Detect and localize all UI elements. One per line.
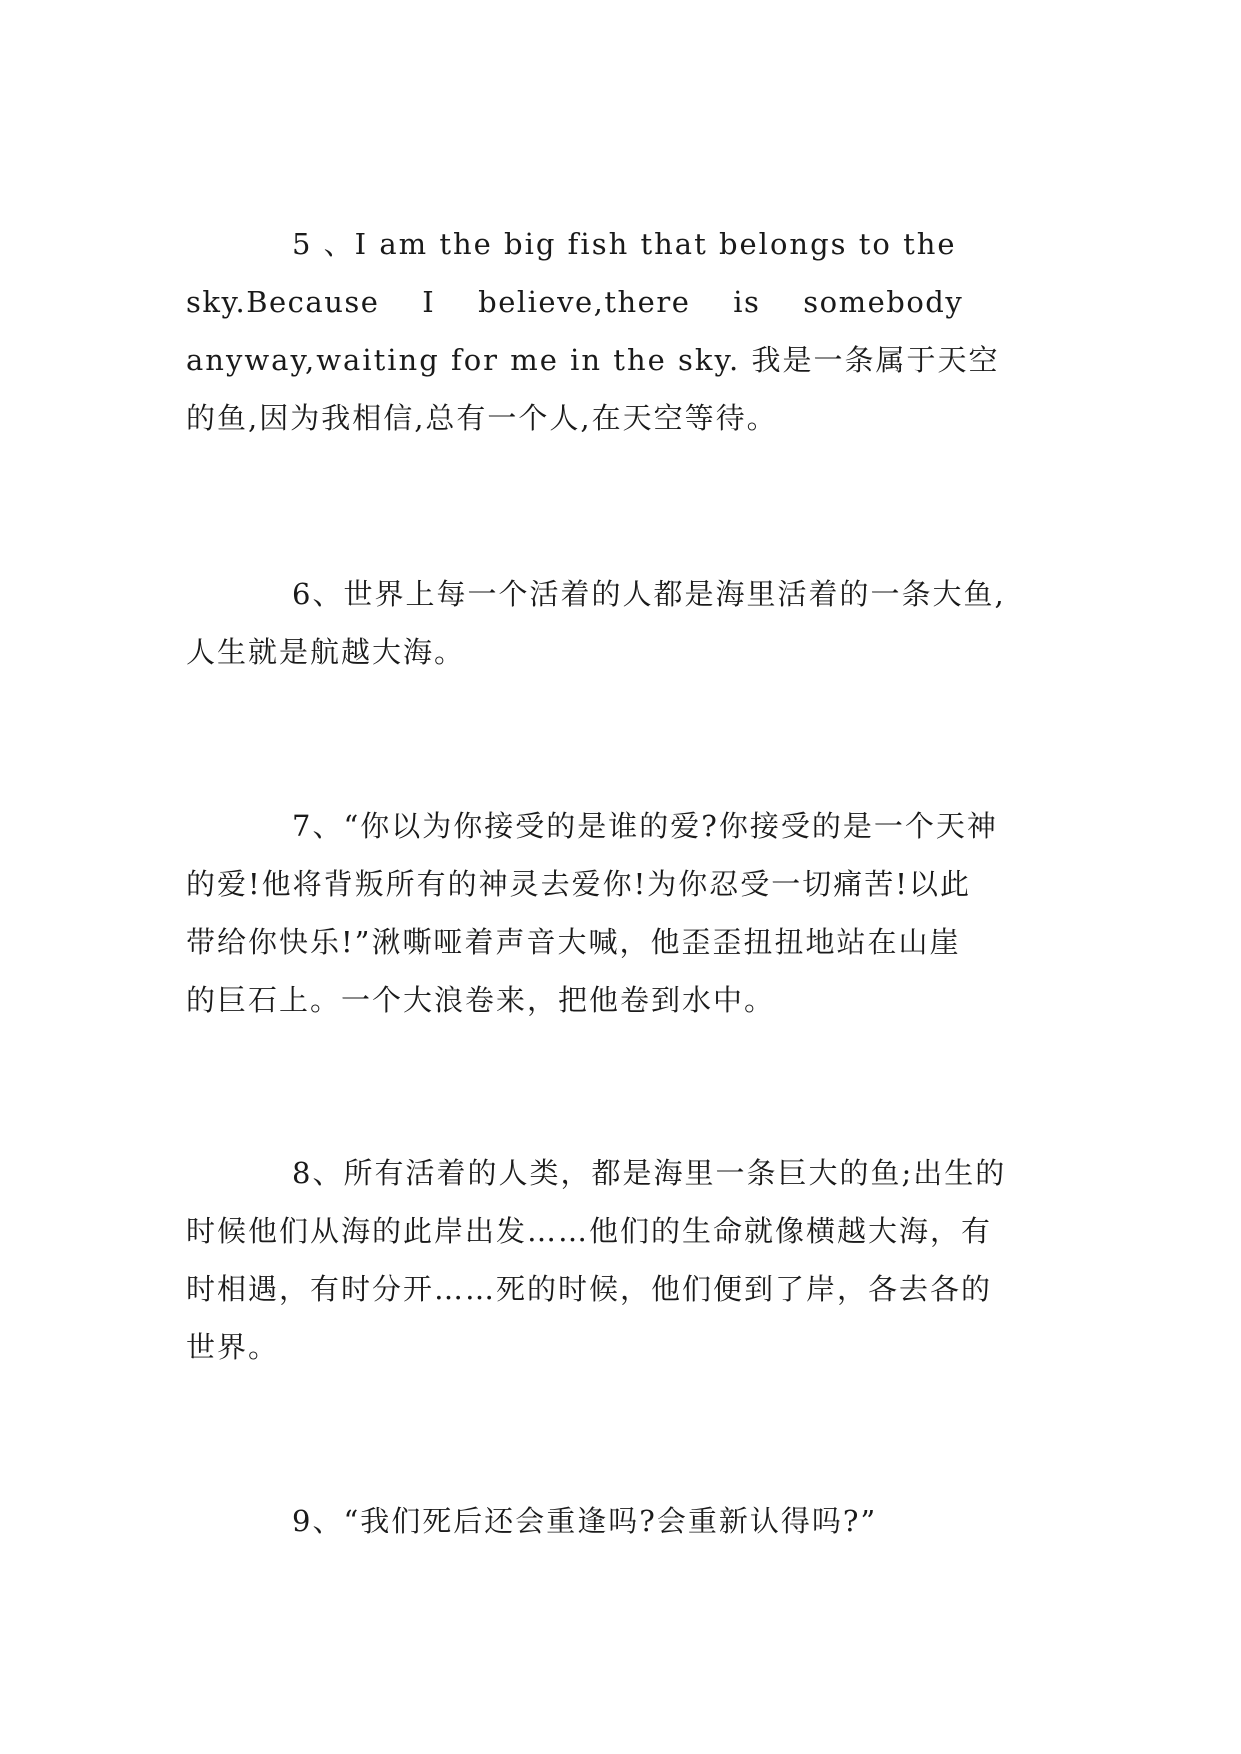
paragraph-5-line-1: 5 、I am the big fish that belongs to the: [292, 227, 957, 261]
paragraph-8-line-4: 世界。: [186, 1330, 280, 1364]
paragraph-8-line-3: 时相遇，有时分开……死的时候，他们便到了岸，各去各的: [186, 1272, 993, 1306]
quote-paragraph-5: [186, 215, 1046, 447]
paragraph-6-line-1: 6、世界上每一个活着的人都是海里活着的一条大鱼,: [292, 577, 1006, 611]
paragraph-6-line-2: 人生就是航越大海。: [186, 635, 466, 669]
quote-paragraph-8: [186, 1144, 1046, 1376]
paragraph-5-line-4: 的鱼,因为我相信,总有一个人,在天空等待。: [186, 401, 778, 435]
quote-paragraph-6: [186, 565, 1046, 681]
paragraph-8-line-1: 8、所有活着的人类，都是海里一条巨大的鱼;出生的: [292, 1156, 1007, 1190]
paragraph-9-line-1: 9、“我们死后还会重逢吗?会重新认得吗?”: [292, 1504, 878, 1538]
quote-paragraph-7: [186, 797, 1046, 1029]
paragraph-7-line-1: 7、“你以为你接受的是谁的爱?你接受的是一个天神: [292, 809, 998, 843]
paragraph-7-line-4: 的巨石上。一个大浪卷来，把他卷到水中。: [186, 983, 776, 1017]
paragraph-8-line-2: 时候他们从海的此岸出发……他们的生命就像横越大海，有: [186, 1214, 993, 1248]
paragraph-7-line-2: 的爱!他将背叛所有的神灵去爱你!为你忍受一切痛苦!以此: [186, 867, 971, 901]
quote-paragraph-9: [186, 1492, 1046, 1550]
paragraph-5-line-3: anyway,waiting for me in the sky. 我是一条属于天空: [186, 343, 1000, 377]
paragraph-5-line-2: sky.Because I believe,there is somebody: [186, 285, 964, 319]
paragraph-7-line-3: 带给你快乐!”湫嘶哑着声音大喊，他歪歪扭扭地站在山崖: [186, 925, 961, 959]
